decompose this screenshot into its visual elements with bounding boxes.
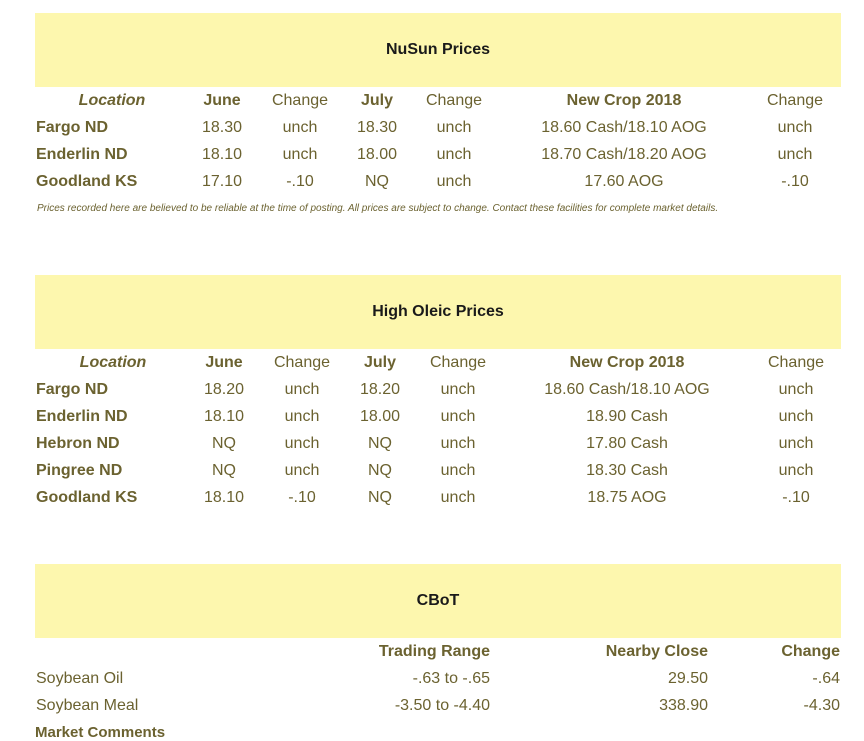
header-change: Change [429,354,487,371]
change-cell: unch [778,381,814,398]
price-cell: 18.20 [203,381,245,398]
table-row [0,168,864,195]
change-cell: unch [440,489,476,506]
disclaimer-text: Prices recorded here are believed to be reliable at the time of posting. All prices are subject to change. Contact these facilities for complete market details. [37,203,719,214]
header-june: June [205,354,243,371]
header-change: Change [767,354,825,371]
new-crop-cell: 18.75 AOG [587,489,667,506]
header-june: June [203,92,241,109]
price-cell: NQ [212,462,236,479]
change-cell: unch [436,119,472,136]
cbot-header-row [0,638,864,665]
table-row [0,692,864,719]
change-cell: unch [282,146,318,163]
nearby-close-cell: 338.90 [659,697,708,714]
location-cell: Fargo ND [36,381,108,398]
change-cell: unch [284,435,320,452]
nusun-title: NuSun Prices [385,41,491,58]
location-cell: Enderlin ND [36,146,128,163]
change-cell: unch [284,462,320,479]
new-crop-cell: 18.70 Cash/18.20 AOG [541,146,707,163]
commodity-cell: Soybean Oil [36,670,124,687]
price-cell: NQ [368,462,392,479]
change-cell: unch [777,119,813,136]
market-comments-heading: Market Comments [35,724,166,741]
table-row [0,665,864,692]
price-cell: NQ [368,489,392,506]
header-change: Change [781,643,840,660]
nusun-header-row [0,87,864,114]
header-change: Change [273,354,331,371]
change-cell: -4.30 [803,697,840,714]
nearby-close-cell: 29.50 [667,670,708,687]
table-row [0,376,864,403]
trading-range-cell: -.63 to -.65 [412,670,490,687]
header-change: Change [271,92,329,109]
change-cell: unch [284,381,320,398]
high-oleic-title-band [35,275,841,349]
header-new-crop: New Crop 2018 [566,92,682,109]
commodity-cell: Soybean Meal [36,697,139,714]
change-cell: unch [440,462,476,479]
price-cell: 18.10 [201,146,243,163]
location-cell: Pingree ND [36,462,123,479]
table-row [0,403,864,430]
new-crop-cell: 17.80 Cash [586,435,668,452]
change-cell: -.10 [782,489,810,506]
change-cell: unch [440,408,476,425]
high-oleic-title: High Oleic Prices [372,303,504,320]
location-cell: Enderlin ND [36,408,128,425]
high-oleic-header-row [0,349,864,376]
table-row [0,457,864,484]
header-july: July [360,92,394,109]
change-cell: unch [440,435,476,452]
location-cell: Goodland KS [36,173,138,190]
change-cell: unch [282,119,318,136]
price-cell: 18.10 [203,408,245,425]
change-cell: unch [777,146,813,163]
change-cell: unch [778,408,814,425]
location-cell: Goodland KS [36,489,138,506]
new-crop-cell: 18.60 Cash/18.10 AOG [544,381,710,398]
table-row [0,114,864,141]
new-crop-cell: 17.60 AOG [584,173,664,190]
location-cell: Hebron ND [36,435,120,452]
price-cell: NQ [365,173,389,190]
cbot-title: CBoT [416,592,460,609]
change-cell: unch [436,146,472,163]
change-cell: -.10 [288,489,316,506]
cbot-title-band [35,564,841,638]
price-cell: 18.00 [356,146,398,163]
header-nearby-close: Nearby Close [605,643,708,660]
header-location: Location [78,92,146,109]
header-trading-range: Trading Range [378,643,490,660]
price-cell: NQ [368,435,392,452]
price-cell: 18.20 [359,381,401,398]
nusun-title-band [35,13,841,87]
new-crop-cell: 18.30 Cash [586,462,668,479]
price-cell: 18.30 [356,119,398,136]
header-location: Location [79,354,147,371]
change-cell: unch [440,381,476,398]
price-cell: 18.30 [201,119,243,136]
new-crop-cell: 18.90 Cash [586,408,668,425]
price-cell: 17.10 [201,173,243,190]
table-row [0,141,864,168]
change-cell: -.64 [812,670,840,687]
header-change: Change [425,92,483,109]
price-cell: 18.00 [359,408,401,425]
table-row [0,430,864,457]
location-cell: Fargo ND [36,119,108,136]
change-cell: unch [778,462,814,479]
new-crop-cell: 18.60 Cash/18.10 AOG [541,119,707,136]
header-july: July [363,354,397,371]
change-cell: unch [436,173,472,190]
price-cell: 18.10 [203,489,245,506]
change-cell: unch [778,435,814,452]
change-cell: -.10 [781,173,809,190]
trading-range-cell: -3.50 to -4.40 [394,697,490,714]
header-change: Change [766,92,824,109]
change-cell: unch [284,408,320,425]
header-new-crop: New Crop 2018 [569,354,685,371]
price-cell: NQ [212,435,236,452]
change-cell: -.10 [286,173,314,190]
table-row [0,484,864,511]
